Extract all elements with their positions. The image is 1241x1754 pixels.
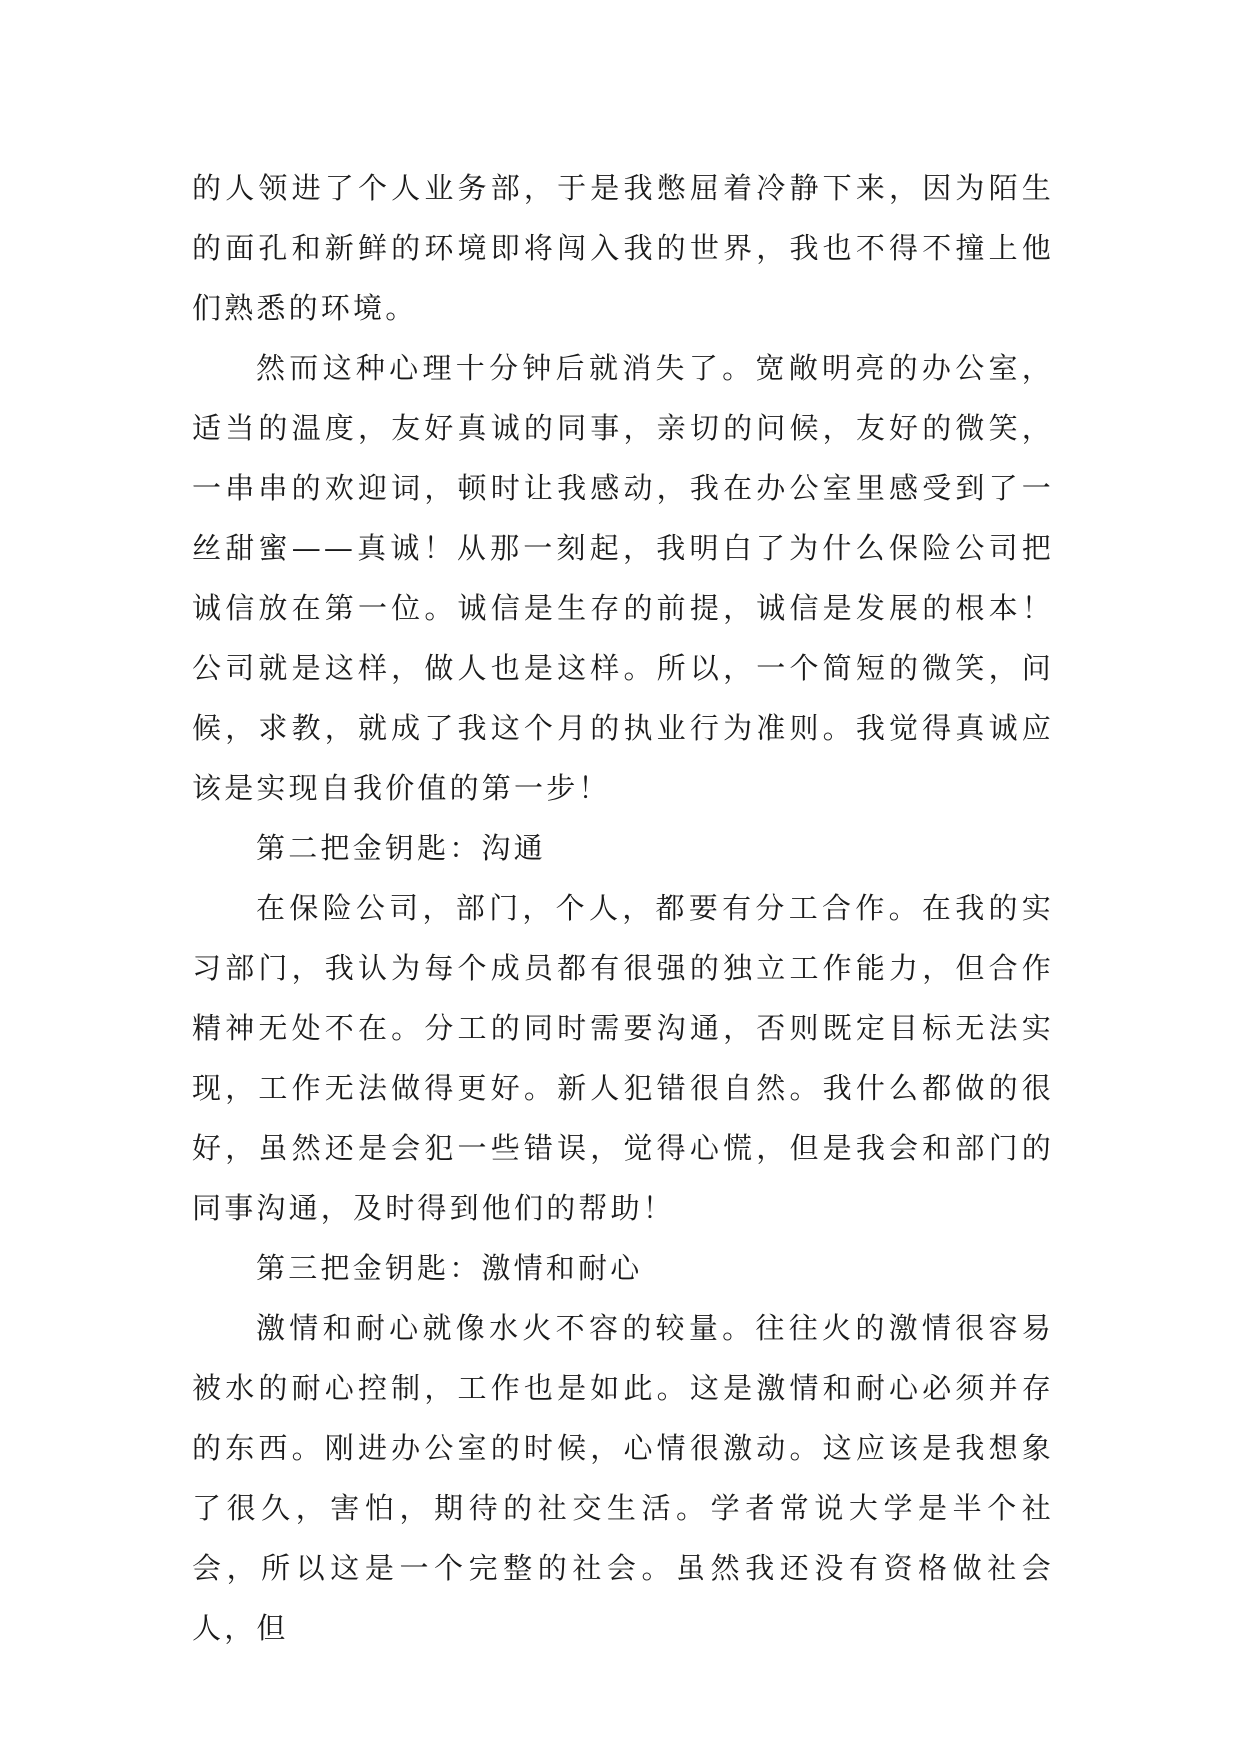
paragraph-integrity: 然而这种心理十分钟后就消失了。宽敞明亮的办公室，适当的温度，友好真诚的同事，亲切的问候，友好的微笑，一串串的欢迎词，顿时让我感动，我在办公室里感受到了一丝甜蜜——真诚！从那一刻起，我明白了为什么保险公司把诚信放在第一位。诚信是生存的前提，诚信是发展的根本！公司就是这样，做人也是这样。所以，一个简短的微笑，问候，求教，就成了我这个月的执业行为准则。我觉得真诚应该是实现自我价值的第一步！ xyxy=(192,351,1054,805)
document-body xyxy=(192,158,1054,1658)
heading-third-key: 第三把金钥匙：激情和耐心 xyxy=(256,1251,643,1285)
heading-second-key: 第二把金钥匙：沟通 xyxy=(256,831,546,865)
paragraph-continuation: 的人领进了个人业务部，于是我憋屈着冷静下来，因为陌生的面孔和新鲜的环境即将闯入我的世界，我也不得不撞上他们熟悉的环境。 xyxy=(192,171,1054,325)
paragraph-passion-patience: 激情和耐心就像水火不容的较量。往往火的激情很容易被水的耐心控制，工作也是如此。这是激情和耐心必须并存的东西。刚进办公室的时候，心情很激动。这应该是我想象了很久，害怕，期待的社交生活。学者常说大学是半个社会，所以这是一个完整的社会。虽然我还没有资格做社会人，但 xyxy=(192,1311,1054,1645)
paragraph-communication: 在保险公司，部门，个人，都要有分工合作。在我的实习部门，我认为每个成员都有很强的独立工作能力，但合作精神无处不在。分工的同时需要沟通，否则既定目标无法实现，工作无法做得更好。新人犯错很自然。我什么都做的很好，虽然还是会犯一些错误，觉得心慌，但是我会和部门的同事沟通，及时得到他们的帮助！ xyxy=(192,891,1054,1225)
